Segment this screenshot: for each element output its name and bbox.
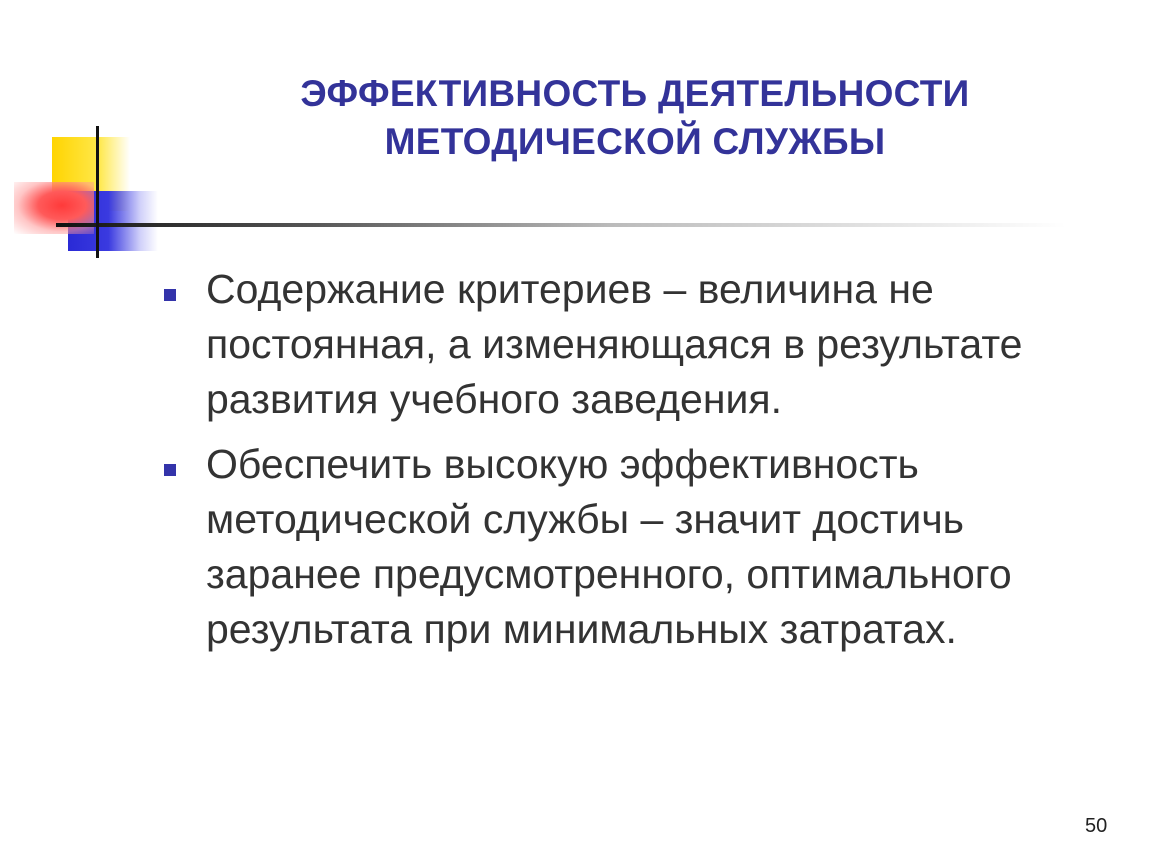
square-bullet-icon	[164, 289, 176, 301]
slide-title	[230, 70, 1040, 166]
title-divider-line	[56, 223, 1066, 227]
bullet-text: Содержание критериев – величина не постоянная, а изменяющаяся в результате развития учебного заведения.	[206, 266, 1023, 422]
slide-title-line-1: ЭФФЕКТИВНОСТЬ ДЕЯТЕЛЬНОСТИ	[300, 73, 970, 114]
decor-vertical-line	[96, 126, 99, 258]
bullet-item	[160, 437, 1120, 657]
square-bullet-icon	[164, 464, 176, 476]
bullet-text: Обеспечить высокую эффективность методической службы – значит достичь заранее предусмотренного, оптимального результата при минимальных затратах.	[206, 441, 1012, 652]
slide-title-line-2: МЕТОДИЧЕСКОЙ СЛУЖБЫ	[384, 121, 886, 162]
page-number: 50	[1085, 815, 1108, 837]
bullet-item	[160, 262, 1120, 427]
bullet-list	[160, 262, 1120, 667]
